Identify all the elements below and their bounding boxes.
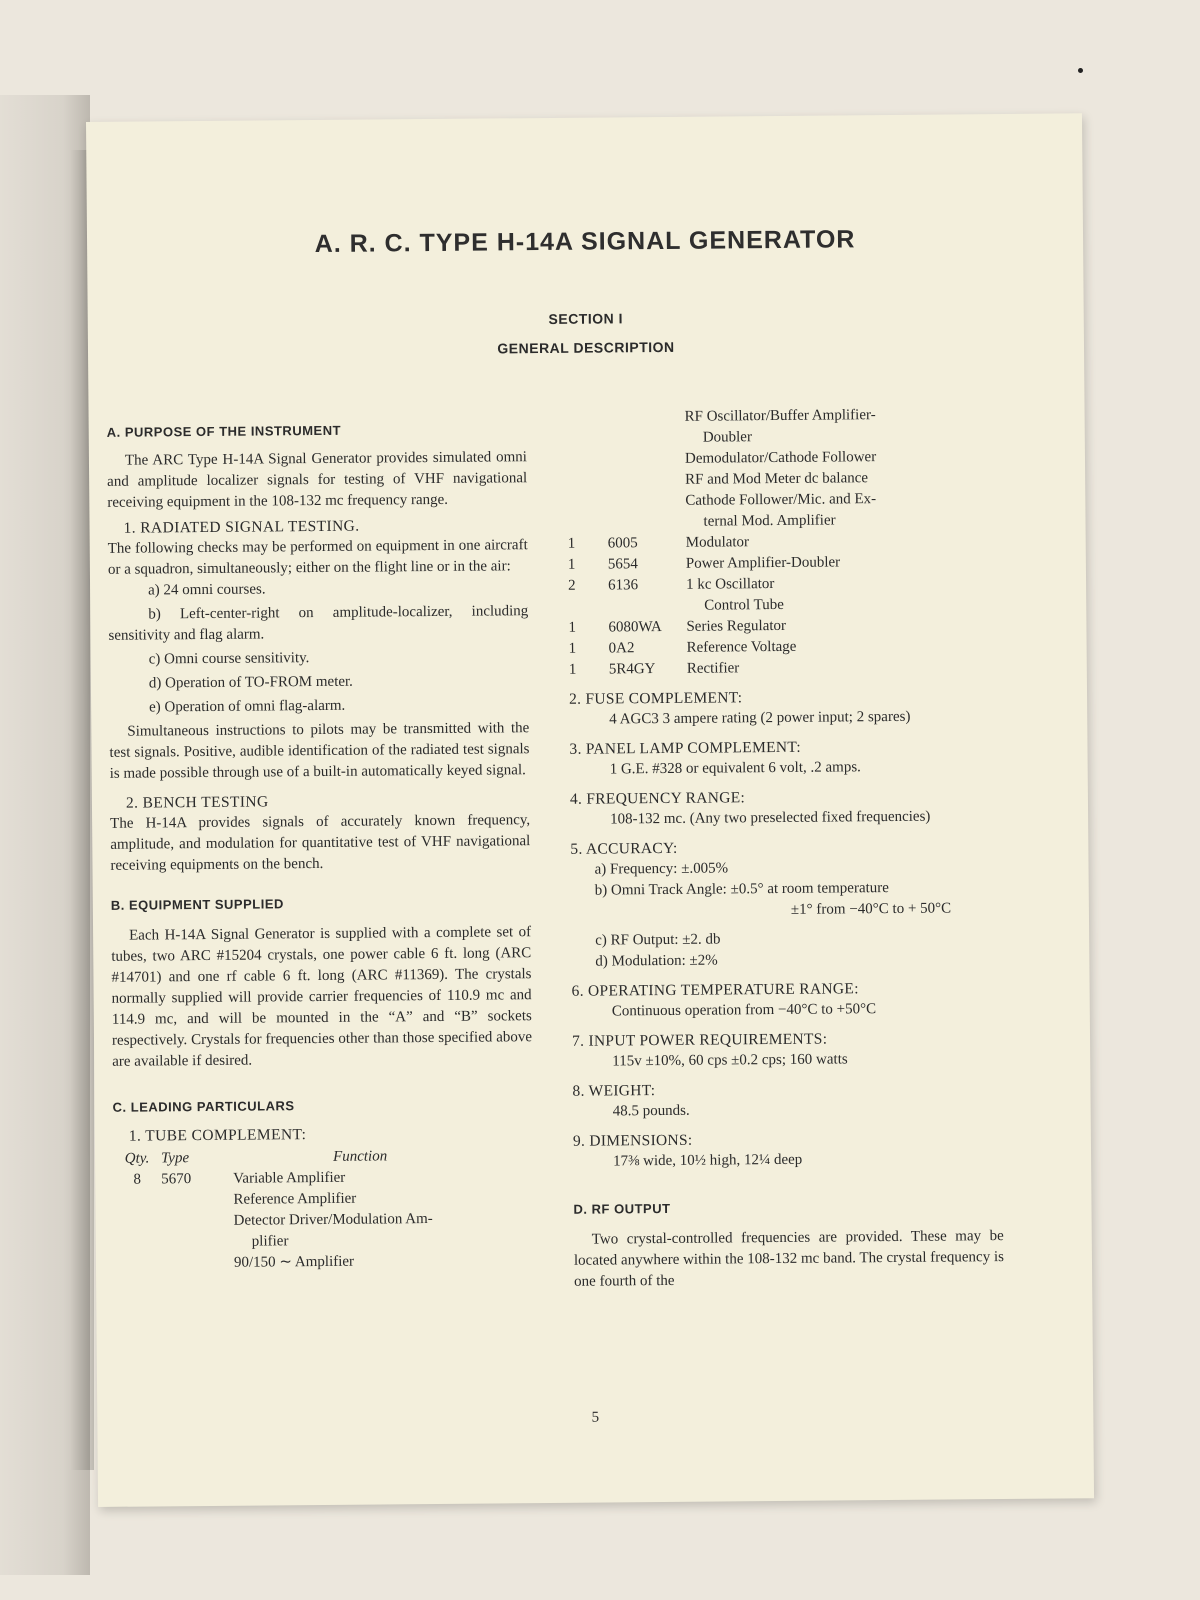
- tube-qty: 2: [567, 577, 576, 594]
- tube-function: Demodulator/Cathode Follower: [684, 449, 877, 467]
- power-heading: 7. INPUT POWER REQUIREMENTS:: [571, 1030, 828, 1050]
- fuse-body: 4 AGC3 3 ampere rating (2 power input; 2 spares): [609, 708, 911, 728]
- tube-row: [114, 1250, 534, 1275]
- tube-function: RF and Mod Meter dc balance: [685, 470, 869, 488]
- radiated-item-b: b) Left-center-right on amplitude-localizer, including sensitivity and flag alarm.: [108, 603, 529, 644]
- tube-type: 5R4GY: [608, 661, 656, 678]
- tube-function: plifier: [251, 1233, 289, 1250]
- weight-body: 48.5 pounds.: [612, 1102, 690, 1120]
- tube-function: RF Oscillator/Buffer Amplifier-: [684, 407, 876, 425]
- radiated-item-e: e) Operation of omni flag-alarm.: [149, 697, 346, 716]
- tube-qty: 1: [567, 535, 576, 552]
- tube-function: Modulator: [685, 534, 750, 551]
- tube-function: 90/150 ∼ Amplifier: [233, 1253, 355, 1271]
- tube-function: Rectifier: [686, 660, 740, 677]
- accuracy-c: c) RF Output: ±2. db: [595, 931, 721, 949]
- temp-heading: 6. OPERATING TEMPERATURE RANGE:: [571, 980, 859, 1000]
- col-type: Type: [160, 1150, 190, 1167]
- tube-function: 1 kc Oscillator: [685, 576, 775, 593]
- radiated-item-d: d) Operation of TO-FROM meter.: [148, 673, 353, 692]
- page-number: 5: [591, 1409, 600, 1426]
- col-qty: Qty.: [124, 1150, 150, 1167]
- tube-function: Detector Driver/Modulation Am-: [233, 1211, 433, 1229]
- tube-function: Reference Voltage: [686, 638, 797, 656]
- fuse-heading: 2. FUSE COMPLEMENT:: [568, 689, 743, 708]
- dims-body: 17⅜ wide, 10½ high, 12¼ deep: [613, 1151, 803, 1170]
- tube-type: 6080WA: [608, 618, 662, 636]
- tube-qty: 1: [568, 640, 577, 657]
- tube-qty: 1: [568, 661, 577, 678]
- accuracy-d: d) Modulation: ±2%: [595, 952, 718, 970]
- weight-heading: 8. WEIGHT:: [572, 1082, 656, 1100]
- accuracy-b2: ±1° from −40°C to + 50°C: [790, 900, 952, 918]
- temp-body: Continuous operation from −40°C to +50°C: [611, 1001, 877, 1020]
- tube-function: Cathode Follower/Mic. and Ex-: [685, 491, 877, 509]
- tube-row: [569, 656, 999, 681]
- section-title: GENERAL DESCRIPTION: [497, 338, 675, 357]
- bench-heading: 2. BENCH TESTING: [125, 793, 269, 812]
- tube-function: Variable Amplifier: [233, 1169, 346, 1187]
- rf-output-text: Two crystal-controlled frequencies are provided. These may be located anywhere within the 108-132 mc band. The crystal frequency is one fourth of the: [573, 1228, 1005, 1290]
- right-column: [567, 404, 1005, 1293]
- leading-heading: C. LEADING PARTICULARS: [112, 1098, 295, 1115]
- tube-rows: [568, 530, 999, 681]
- radiated-item-a: a) 24 omni courses.: [148, 581, 266, 599]
- tube-heading: 1. TUBE COMPLEMENT:: [128, 1126, 307, 1145]
- tube-function: Reference Amplifier: [233, 1190, 357, 1208]
- tube-qty: 8: [133, 1171, 142, 1188]
- tube-function: Control Tube: [704, 596, 784, 614]
- page-title: A. R. C. TYPE H-14A SIGNAL GENERATOR: [314, 225, 856, 259]
- section-label: SECTION I: [548, 310, 624, 327]
- tube-function: Series Regulator: [686, 617, 787, 635]
- freq-body: 108-132 mc. (Any two preselected fixed frequencies): [610, 808, 931, 828]
- purpose-intro: The ARC Type H-14A Signal Generator provides simulated omni and amplitude localizer signals for testing of VHF navigational receiving equipment in the 108-132 mc frequency range.: [107, 449, 528, 511]
- tube-qty: 1: [568, 619, 577, 636]
- radiated-item-c: c) Omni course sensitivity.: [148, 650, 310, 668]
- tube-type: 5654: [607, 556, 638, 573]
- lamp-body: 1 G.E. #328 or equivalent 6 volt, .2 amps.: [609, 759, 861, 778]
- col-function: Function: [332, 1148, 388, 1165]
- freq-heading: 4. FREQUENCY RANGE:: [569, 789, 746, 808]
- dims-heading: 9. DIMENSIONS:: [572, 1131, 693, 1150]
- radiated-text: The following checks may be performed on equipment in one aircraft or a squadron, simultaneously; either on the flight line or in the air:: [107, 537, 528, 578]
- accuracy-b: b) Omni Track Angle: ±0.5° at room temperature: [594, 880, 889, 899]
- equipment-text: Each H-14A Signal Generator is supplied with a complete set of tubes, two ARC #15204 crystals, one power cable 6 ft. long (ARC #14701) and one rf cable 6 ft. long (ARC #11369). The crystals normally supplied will provide carrier frequencies of 110.9 mc and 114.9 mc, and will be mounted in the “A” and “B” sockets respectively. Crystals for frequencies other than those specified above are available if desired.: [111, 924, 533, 1070]
- bench-text: The H-14A provides signals of accurately known frequency, amplitude, and modulation for quantitative test of VHF navigational receiving equipments on the bench.: [110, 812, 531, 874]
- tube-function: Doubler: [702, 429, 753, 446]
- accuracy-heading: 5. ACCURACY:: [570, 839, 678, 858]
- document-page: [86, 113, 1094, 1507]
- tube-type: [608, 596, 686, 618]
- accuracy-a: a) Frequency: ±.005%: [594, 860, 729, 878]
- lamp-heading: 3. PANEL LAMP COMPLEMENT:: [569, 738, 802, 758]
- tube-qty: [568, 596, 608, 617]
- radiated-note: Simultaneous instructions to pilots may be transmitted with the test signals. Positive, audible identification of the radiated test signals is made possible through use of a built-in automatically keyed signal.: [109, 720, 530, 782]
- tube-type: 6136: [607, 577, 639, 594]
- purpose-heading: A. PURPOSE OF THE INSTRUMENT: [106, 422, 342, 440]
- dust-speck: [1078, 68, 1083, 73]
- tube-type: 6005: [607, 535, 638, 552]
- tube-qty: 1: [567, 556, 576, 573]
- tube-type: 0A2: [608, 640, 635, 657]
- tube-function: Power Amplifier-Doubler: [685, 554, 841, 572]
- radiated-heading: 1. RADIATED SIGNAL TESTING.: [123, 517, 360, 537]
- left-column: [107, 418, 534, 1275]
- equipment-heading: B. EQUIPMENT SUPPLIED: [110, 896, 284, 913]
- power-body: 115v ±10%, 60 cps ±0.2 cps; 160 watts: [612, 1051, 848, 1070]
- tube-type: 5670: [161, 1171, 192, 1188]
- rf-output-heading: D. RF OUTPUT: [573, 1200, 671, 1217]
- tube-function: ternal Mod. Amplifier: [703, 512, 836, 530]
